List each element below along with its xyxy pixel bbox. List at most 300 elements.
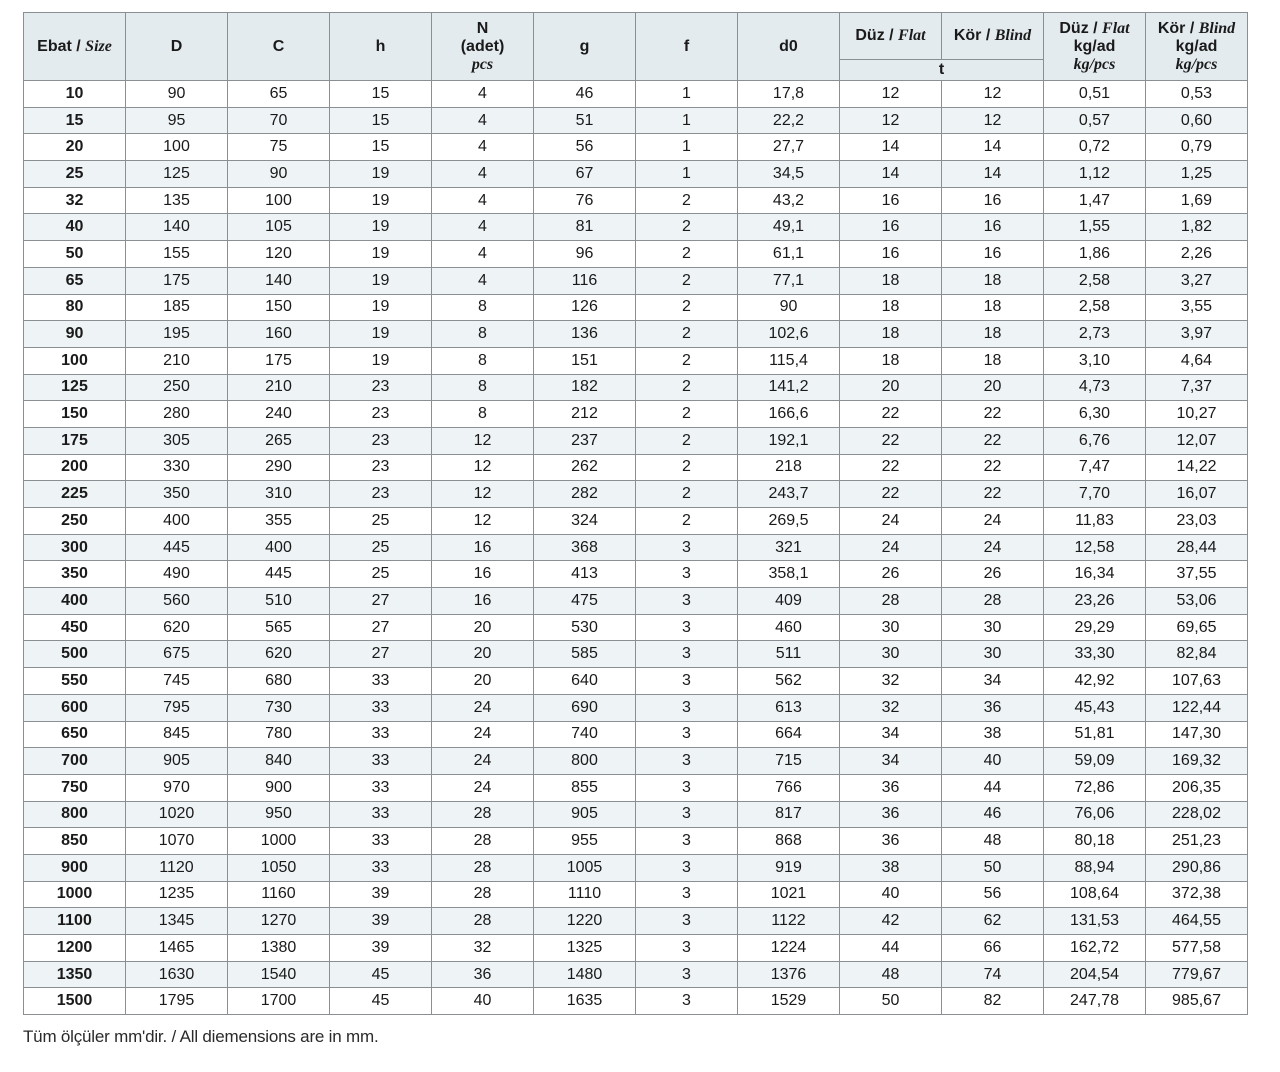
cell-blind-kg: 53,06	[1146, 588, 1248, 615]
table-row	[24, 641, 1248, 668]
table-row	[24, 214, 1248, 241]
cell-d: 210	[126, 347, 228, 374]
cell-flat-kg: 23,26	[1044, 588, 1146, 615]
cell-f: 1	[636, 134, 738, 161]
cell-c: 1700	[228, 988, 330, 1015]
header-flat-kg-main: Düz /	[1059, 19, 1098, 37]
flange-dimensions-table-wrapper	[23, 12, 1247, 1015]
cell-d0: 17,8	[738, 81, 840, 108]
cell-blind-t: 20	[942, 374, 1044, 401]
cell-n: 20	[432, 668, 534, 695]
cell-n: 28	[432, 881, 534, 908]
cell-h: 15	[330, 107, 432, 134]
cell-flat-kg: 7,47	[1044, 454, 1146, 481]
cell-flat-kg: 131,53	[1044, 908, 1146, 935]
cell-blind-t: 16	[942, 187, 1044, 214]
cell-blind-kg: 14,22	[1146, 454, 1248, 481]
cell-d: 845	[126, 721, 228, 748]
cell-blind-t: 22	[942, 454, 1044, 481]
cell-blind-t: 30	[942, 614, 1044, 641]
header-blind-kg-unit-en: kg/pcs	[1175, 55, 1218, 73]
table-row	[24, 508, 1248, 535]
cell-n: 16	[432, 588, 534, 615]
cell-blind-t: 66	[942, 935, 1044, 962]
cell-size: 750	[24, 774, 126, 801]
cell-blind-kg: 251,23	[1146, 828, 1248, 855]
cell-n: 4	[432, 267, 534, 294]
cell-h: 19	[330, 267, 432, 294]
cell-flat-kg: 33,30	[1044, 641, 1146, 668]
cell-h: 19	[330, 294, 432, 321]
footnote: Tüm ölçüler mm'dir. / All diemensions are in mm.	[23, 1027, 379, 1046]
cell-d: 970	[126, 774, 228, 801]
cell-n: 24	[432, 721, 534, 748]
cell-g: 640	[534, 668, 636, 695]
cell-size: 225	[24, 481, 126, 508]
cell-n: 8	[432, 294, 534, 321]
cell-f: 3	[636, 694, 738, 721]
cell-c: 1160	[228, 881, 330, 908]
cell-d0: 358,1	[738, 561, 840, 588]
header-flat-kg-unit-en: kg/pcs	[1073, 55, 1116, 73]
cell-d0: 269,5	[738, 508, 840, 535]
cell-c: 240	[228, 401, 330, 428]
table-body	[24, 81, 1248, 1015]
cell-blind-kg: 577,58	[1146, 935, 1248, 962]
cell-d: 745	[126, 668, 228, 695]
cell-d0: 511	[738, 641, 840, 668]
cell-h: 25	[330, 561, 432, 588]
table-row	[24, 241, 1248, 268]
cell-d0: 868	[738, 828, 840, 855]
cell-g: 126	[534, 294, 636, 321]
cell-blind-t: 22	[942, 401, 1044, 428]
cell-blind-kg: 0,79	[1146, 134, 1248, 161]
table-row	[24, 588, 1248, 615]
cell-flat-t: 14	[840, 134, 942, 161]
cell-g: 955	[534, 828, 636, 855]
cell-blind-t: 48	[942, 828, 1044, 855]
cell-size: 800	[24, 801, 126, 828]
cell-blind-kg: 69,65	[1146, 614, 1248, 641]
cell-c: 510	[228, 588, 330, 615]
header-blind-kg-unit: kg/ad	[1175, 37, 1218, 55]
cell-h: 19	[330, 321, 432, 348]
cell-n: 8	[432, 401, 534, 428]
header-thickness-t: t	[840, 60, 1044, 81]
cell-c: 565	[228, 614, 330, 641]
cell-flat-kg: 1,12	[1044, 161, 1146, 188]
cell-flat-t: 22	[840, 427, 942, 454]
cell-size: 600	[24, 694, 126, 721]
cell-d: 1465	[126, 935, 228, 962]
cell-size: 400	[24, 588, 126, 615]
cell-h: 33	[330, 721, 432, 748]
cell-d: 620	[126, 614, 228, 641]
cell-n: 20	[432, 614, 534, 641]
cell-h: 33	[330, 748, 432, 775]
cell-n: 8	[432, 347, 534, 374]
cell-h: 25	[330, 508, 432, 535]
cell-g: 1325	[534, 935, 636, 962]
cell-n: 24	[432, 748, 534, 775]
cell-blind-t: 16	[942, 241, 1044, 268]
cell-flat-t: 18	[840, 347, 942, 374]
cell-blind-t: 34	[942, 668, 1044, 695]
cell-blind-t: 74	[942, 961, 1044, 988]
cell-f: 2	[636, 321, 738, 348]
cell-f: 1	[636, 81, 738, 108]
cell-f: 3	[636, 614, 738, 641]
cell-size: 1350	[24, 961, 126, 988]
cell-blind-t: 26	[942, 561, 1044, 588]
cell-blind-t: 38	[942, 721, 1044, 748]
cell-c: 1270	[228, 908, 330, 935]
cell-n: 28	[432, 908, 534, 935]
cell-d: 795	[126, 694, 228, 721]
cell-blind-t: 14	[942, 134, 1044, 161]
cell-flat-kg: 1,86	[1044, 241, 1146, 268]
cell-g: 800	[534, 748, 636, 775]
cell-flat-kg: 0,72	[1044, 134, 1146, 161]
table-row	[24, 935, 1248, 962]
cell-c: 290	[228, 454, 330, 481]
cell-flat-t: 30	[840, 641, 942, 668]
cell-size: 650	[24, 721, 126, 748]
cell-h: 33	[330, 828, 432, 855]
cell-flat-t: 12	[840, 107, 942, 134]
cell-flat-kg: 7,70	[1044, 481, 1146, 508]
cell-size: 150	[24, 401, 126, 428]
cell-blind-kg: 107,63	[1146, 668, 1248, 695]
table-row	[24, 988, 1248, 1015]
cell-flat-t: 36	[840, 774, 942, 801]
flange-dimensions-table	[23, 12, 1248, 1015]
cell-blind-kg: 0,60	[1146, 107, 1248, 134]
cell-size: 32	[24, 187, 126, 214]
cell-blind-t: 56	[942, 881, 1044, 908]
cell-g: 136	[534, 321, 636, 348]
cell-size: 1100	[24, 908, 126, 935]
cell-blind-t: 14	[942, 161, 1044, 188]
cell-d: 95	[126, 107, 228, 134]
header-blind-kg-sub: Blind	[1198, 19, 1236, 37]
cell-g: 324	[534, 508, 636, 535]
cell-blind-kg: 4,64	[1146, 347, 1248, 374]
cell-flat-t: 12	[840, 81, 942, 108]
cell-d0: 1529	[738, 988, 840, 1015]
cell-flat-kg: 29,29	[1044, 614, 1146, 641]
cell-n: 8	[432, 374, 534, 401]
cell-flat-kg: 1,55	[1044, 214, 1146, 241]
cell-flat-t: 18	[840, 321, 942, 348]
cell-c: 840	[228, 748, 330, 775]
cell-flat-kg: 2,73	[1044, 321, 1146, 348]
table-row	[24, 481, 1248, 508]
cell-d0: 115,4	[738, 347, 840, 374]
cell-h: 33	[330, 774, 432, 801]
table-row	[24, 694, 1248, 721]
cell-size: 100	[24, 347, 126, 374]
cell-flat-t: 50	[840, 988, 942, 1015]
header-n-line3: pcs	[471, 55, 494, 73]
cell-f: 3	[636, 828, 738, 855]
cell-flat-t: 30	[840, 614, 942, 641]
header-g: g	[534, 13, 636, 81]
table-row	[24, 161, 1248, 188]
cell-size: 300	[24, 534, 126, 561]
cell-blind-kg: 3,97	[1146, 321, 1248, 348]
cell-blind-t: 82	[942, 988, 1044, 1015]
cell-d: 100	[126, 134, 228, 161]
cell-g: 56	[534, 134, 636, 161]
table-row	[24, 427, 1248, 454]
cell-flat-t: 48	[840, 961, 942, 988]
cell-flat-t: 44	[840, 935, 942, 962]
cell-flat-kg: 0,51	[1044, 81, 1146, 108]
cell-blind-t: 36	[942, 694, 1044, 721]
cell-flat-t: 24	[840, 508, 942, 535]
cell-blind-t: 12	[942, 107, 1044, 134]
cell-blind-t: 24	[942, 508, 1044, 535]
cell-flat-kg: 162,72	[1044, 935, 1146, 962]
cell-g: 212	[534, 401, 636, 428]
cell-c: 75	[228, 134, 330, 161]
cell-n: 4	[432, 134, 534, 161]
table-row	[24, 614, 1248, 641]
cell-flat-t: 16	[840, 241, 942, 268]
cell-h: 15	[330, 81, 432, 108]
cell-f: 3	[636, 641, 738, 668]
cell-d0: 817	[738, 801, 840, 828]
cell-f: 3	[636, 801, 738, 828]
cell-f: 1	[636, 107, 738, 134]
cell-blind-t: 44	[942, 774, 1044, 801]
cell-c: 310	[228, 481, 330, 508]
cell-size: 700	[24, 748, 126, 775]
cell-n: 4	[432, 241, 534, 268]
cell-d0: 409	[738, 588, 840, 615]
cell-blind-kg: 290,86	[1146, 854, 1248, 881]
cell-n: 4	[432, 81, 534, 108]
cell-blind-t: 18	[942, 294, 1044, 321]
table-header	[24, 13, 1248, 81]
header-n	[432, 13, 534, 81]
header-h: h	[330, 13, 432, 81]
header-flat-kg-unit: kg/ad	[1073, 37, 1116, 55]
cell-h: 33	[330, 668, 432, 695]
cell-size: 50	[24, 241, 126, 268]
cell-blind-kg: 37,55	[1146, 561, 1248, 588]
cell-flat-t: 16	[840, 187, 942, 214]
table-row	[24, 187, 1248, 214]
cell-g: 855	[534, 774, 636, 801]
cell-blind-kg: 985,67	[1146, 988, 1248, 1015]
cell-d0: 218	[738, 454, 840, 481]
cell-c: 140	[228, 267, 330, 294]
cell-h: 39	[330, 881, 432, 908]
cell-blind-kg: 23,03	[1146, 508, 1248, 535]
cell-flat-kg: 6,76	[1044, 427, 1146, 454]
table-row	[24, 374, 1248, 401]
cell-flat-t: 36	[840, 801, 942, 828]
cell-h: 45	[330, 961, 432, 988]
cell-blind-kg: 10,27	[1146, 401, 1248, 428]
cell-d0: 562	[738, 668, 840, 695]
cell-blind-t: 22	[942, 427, 1044, 454]
cell-g: 67	[534, 161, 636, 188]
cell-flat-t: 28	[840, 588, 942, 615]
cell-flat-kg: 88,94	[1044, 854, 1146, 881]
cell-d0: 77,1	[738, 267, 840, 294]
cell-flat-kg: 0,57	[1044, 107, 1146, 134]
cell-flat-t: 42	[840, 908, 942, 935]
cell-n: 4	[432, 187, 534, 214]
cell-d0: 43,2	[738, 187, 840, 214]
cell-d0: 766	[738, 774, 840, 801]
cell-h: 39	[330, 908, 432, 935]
cell-blind-t: 22	[942, 481, 1044, 508]
cell-h: 25	[330, 534, 432, 561]
cell-size: 40	[24, 214, 126, 241]
cell-blind-kg: 1,82	[1146, 214, 1248, 241]
cell-f: 1	[636, 161, 738, 188]
cell-d: 125	[126, 161, 228, 188]
cell-blind-t: 46	[942, 801, 1044, 828]
cell-h: 19	[330, 214, 432, 241]
cell-g: 96	[534, 241, 636, 268]
cell-flat-kg: 59,09	[1044, 748, 1146, 775]
cell-f: 3	[636, 668, 738, 695]
cell-g: 182	[534, 374, 636, 401]
cell-c: 1380	[228, 935, 330, 962]
cell-c: 680	[228, 668, 330, 695]
cell-c: 780	[228, 721, 330, 748]
cell-flat-kg: 42,92	[1044, 668, 1146, 695]
cell-d0: 1224	[738, 935, 840, 962]
cell-f: 2	[636, 481, 738, 508]
cell-f: 2	[636, 214, 738, 241]
cell-h: 19	[330, 241, 432, 268]
cell-blind-kg: 372,38	[1146, 881, 1248, 908]
cell-flat-kg: 108,64	[1044, 881, 1146, 908]
cell-h: 27	[330, 641, 432, 668]
cell-d0: 166,6	[738, 401, 840, 428]
cell-flat-kg: 51,81	[1044, 721, 1146, 748]
header-blind-thickness	[942, 13, 1044, 60]
cell-f: 3	[636, 988, 738, 1015]
table-row	[24, 801, 1248, 828]
cell-flat-t: 34	[840, 748, 942, 775]
cell-flat-t: 34	[840, 721, 942, 748]
cell-g: 46	[534, 81, 636, 108]
cell-n: 36	[432, 961, 534, 988]
cell-blind-kg: 3,27	[1146, 267, 1248, 294]
cell-d: 175	[126, 267, 228, 294]
header-blind-kg-main: Kör /	[1157, 19, 1195, 37]
cell-f: 3	[636, 588, 738, 615]
cell-blind-t: 40	[942, 748, 1044, 775]
cell-g: 1110	[534, 881, 636, 908]
cell-blind-kg: 28,44	[1146, 534, 1248, 561]
cell-g: 585	[534, 641, 636, 668]
cell-c: 445	[228, 561, 330, 588]
header-blind-main: Kör /	[953, 27, 991, 44]
cell-f: 3	[636, 721, 738, 748]
cell-d0: 90	[738, 294, 840, 321]
cell-flat-kg: 16,34	[1044, 561, 1146, 588]
table-row	[24, 401, 1248, 428]
cell-h: 19	[330, 187, 432, 214]
cell-g: 740	[534, 721, 636, 748]
cell-f: 3	[636, 561, 738, 588]
cell-d: 305	[126, 427, 228, 454]
cell-g: 116	[534, 267, 636, 294]
cell-h: 15	[330, 134, 432, 161]
cell-n: 4	[432, 214, 534, 241]
cell-flat-t: 38	[840, 854, 942, 881]
cell-flat-kg: 4,73	[1044, 374, 1146, 401]
cell-blind-kg: 228,02	[1146, 801, 1248, 828]
table-row	[24, 294, 1248, 321]
cell-h: 23	[330, 427, 432, 454]
header-flat-sub: Flat	[898, 27, 926, 44]
cell-flat-kg: 80,18	[1044, 828, 1146, 855]
cell-flat-kg: 1,47	[1044, 187, 1146, 214]
cell-g: 51	[534, 107, 636, 134]
table-row	[24, 881, 1248, 908]
cell-flat-kg: 6,30	[1044, 401, 1146, 428]
header-flat-kg-sub: Flat	[1102, 19, 1130, 37]
cell-f: 2	[636, 454, 738, 481]
cell-blind-kg: 82,84	[1146, 641, 1248, 668]
cell-f: 3	[636, 774, 738, 801]
cell-n: 28	[432, 801, 534, 828]
cell-f: 2	[636, 187, 738, 214]
cell-c: 355	[228, 508, 330, 535]
cell-n: 16	[432, 534, 534, 561]
cell-size: 500	[24, 641, 126, 668]
cell-c: 90	[228, 161, 330, 188]
cell-size: 80	[24, 294, 126, 321]
cell-blind-t: 28	[942, 588, 1044, 615]
cell-size: 15	[24, 107, 126, 134]
cell-f: 3	[636, 961, 738, 988]
cell-size: 850	[24, 828, 126, 855]
cell-size: 1500	[24, 988, 126, 1015]
cell-c: 900	[228, 774, 330, 801]
cell-blind-kg: 16,07	[1146, 481, 1248, 508]
cell-flat-t: 18	[840, 267, 942, 294]
cell-blind-kg: 1,69	[1146, 187, 1248, 214]
cell-size: 350	[24, 561, 126, 588]
cell-blind-kg: 12,07	[1146, 427, 1248, 454]
cell-g: 413	[534, 561, 636, 588]
cell-f: 2	[636, 294, 738, 321]
cell-d0: 102,6	[738, 321, 840, 348]
cell-n: 4	[432, 107, 534, 134]
cell-c: 70	[228, 107, 330, 134]
cell-size: 1000	[24, 881, 126, 908]
cell-flat-kg: 72,86	[1044, 774, 1146, 801]
table-row	[24, 561, 1248, 588]
cell-flat-kg: 2,58	[1044, 267, 1146, 294]
cell-d: 1630	[126, 961, 228, 988]
cell-c: 150	[228, 294, 330, 321]
header-n-line1: N	[476, 19, 489, 37]
cell-n: 16	[432, 561, 534, 588]
cell-flat-kg: 204,54	[1044, 961, 1146, 988]
